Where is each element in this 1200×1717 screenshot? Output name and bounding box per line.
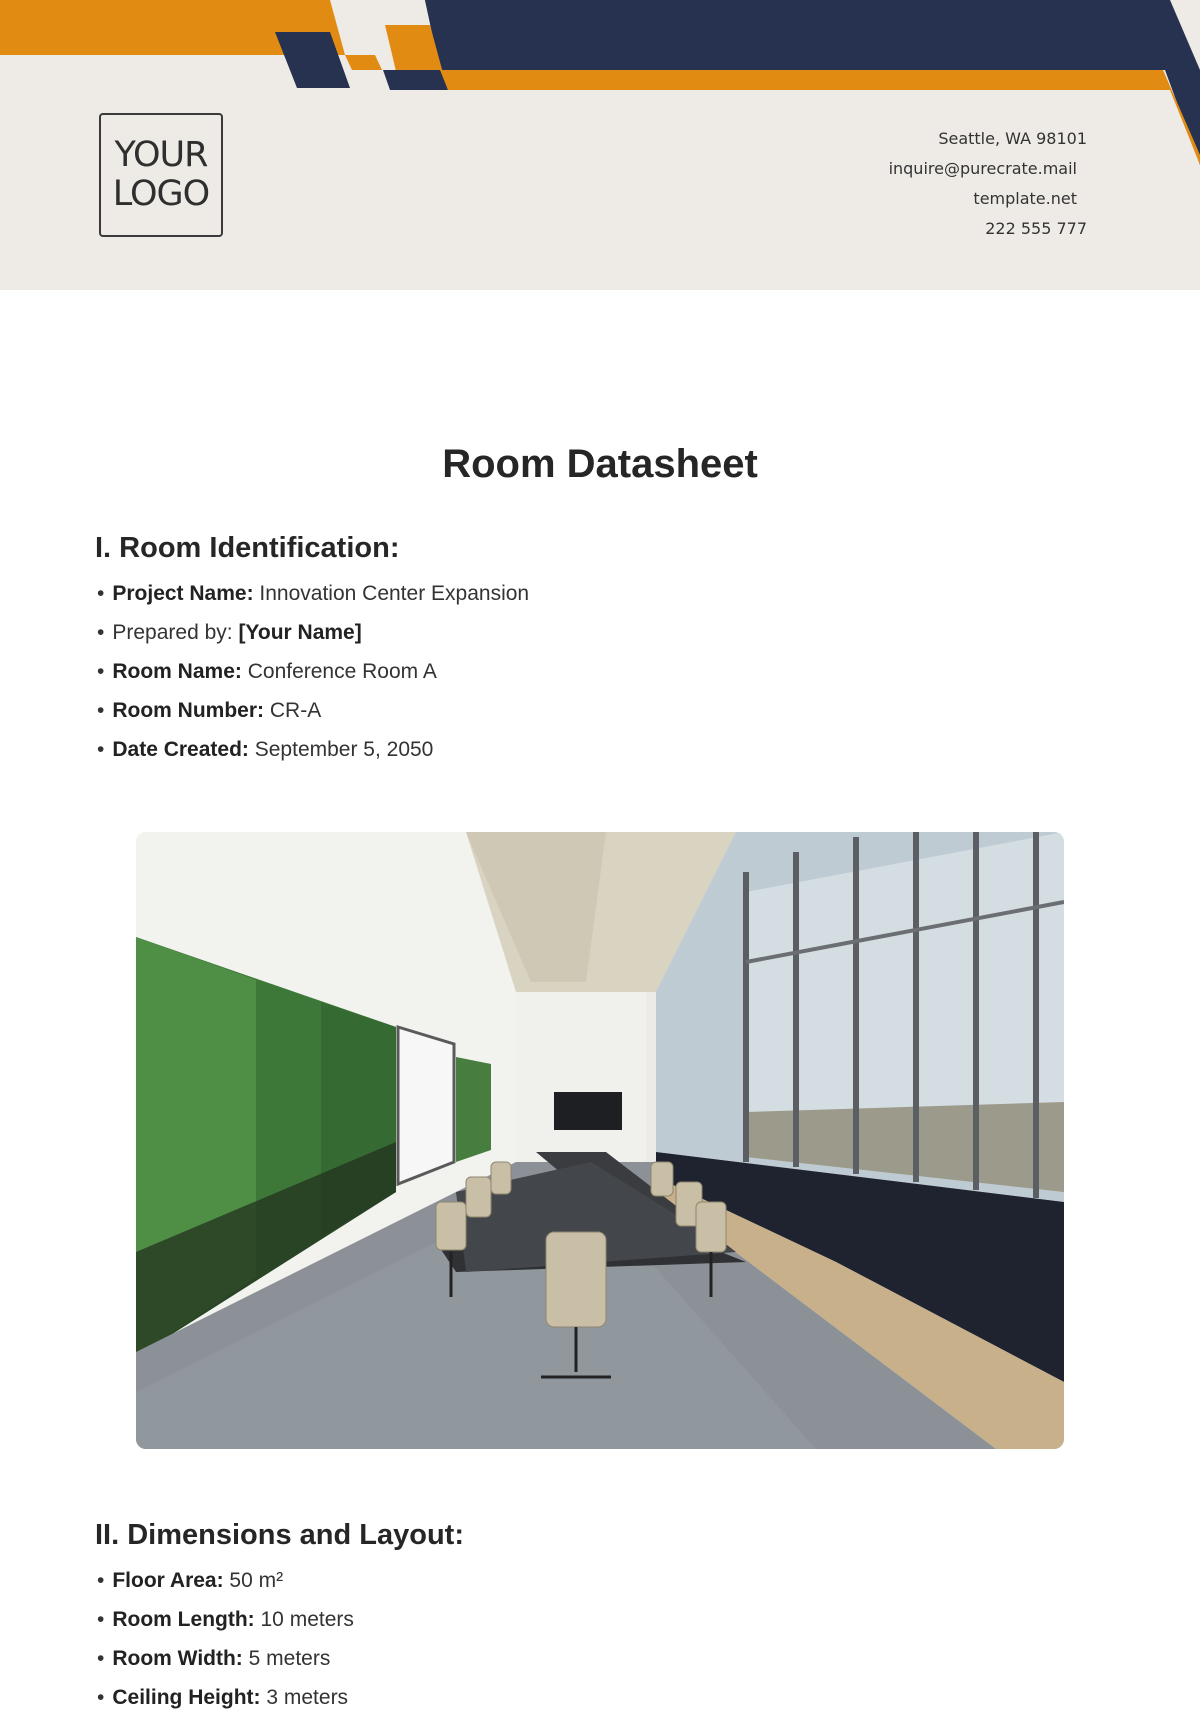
list-item — [97, 730, 529, 769]
item-label: Date Created: — [112, 738, 249, 761]
list-item — [97, 1639, 354, 1678]
list-item — [97, 613, 529, 652]
item-value: Conference Room A — [241, 660, 437, 683]
contact-email[interactable]: inquire@purecrate.mail — [888, 159, 1077, 178]
item-label: Ceiling Height: — [112, 1686, 261, 1709]
list-item — [97, 1678, 354, 1717]
list-item — [97, 652, 529, 691]
logo-text-line2: LOGO — [112, 174, 210, 214]
item-value: CR-A — [264, 699, 322, 722]
item-label: Project Name: — [112, 582, 254, 605]
item-value: September 5, 2050 — [248, 738, 434, 761]
item-value: Innovation Center Expansion — [253, 582, 530, 605]
identification-list — [97, 574, 529, 769]
dimensions-list — [97, 1561, 354, 1717]
item-value: 5 meters — [242, 1647, 331, 1670]
contact-block — [889, 124, 1087, 244]
list-item — [97, 574, 529, 613]
item-value: [Your Name] — [238, 621, 362, 644]
contact-website[interactable]: template.net — [973, 189, 1077, 208]
document-title: Room Datasheet — [442, 442, 758, 486]
item-label: Room Length: — [112, 1608, 255, 1631]
item-value: 10 meters — [254, 1608, 354, 1631]
list-item — [97, 691, 529, 730]
conference-room-photo — [136, 832, 1064, 1449]
item-value: 3 meters — [260, 1686, 349, 1709]
list-item — [97, 1600, 354, 1639]
item-value: 50 m² — [223, 1569, 284, 1592]
list-item — [97, 1561, 354, 1600]
item-label: Room Width: — [112, 1647, 243, 1670]
conference-room-illustration — [136, 832, 1064, 1449]
contact-phone: 222 555 777 — [985, 219, 1087, 238]
logo-text-line1: YOUR — [114, 135, 208, 175]
contact-address: Seattle, WA 98101 — [938, 129, 1087, 148]
item-label: Room Name: — [112, 660, 242, 683]
section-heading-identification: I. Room Identification: — [95, 532, 400, 564]
item-label: Floor Area: — [112, 1569, 224, 1592]
section-heading-dimensions: II. Dimensions and Layout: — [95, 1519, 464, 1551]
letterhead — [0, 0, 1200, 290]
item-label: Prepared by: — [112, 621, 239, 644]
item-label: Room Number: — [112, 699, 265, 722]
logo-placeholder — [99, 113, 223, 237]
